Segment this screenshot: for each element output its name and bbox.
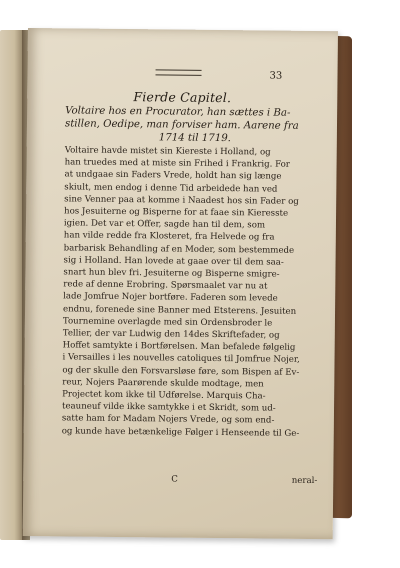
page-footer	[61, 473, 317, 488]
text-line: igien. Det var et Offer, sagde han til dem, som	[63, 218, 266, 231]
body-text	[62, 144, 321, 440]
text-line: rede af denne Erobring. Spørsmaalet var nu at	[63, 279, 268, 292]
text-line: barbarisk Behandling af en Moder, som bestemmede	[63, 243, 295, 256]
summary-line: 1714 til 1719.	[158, 132, 232, 145]
signature-mark: C	[171, 474, 178, 485]
text-line: snart hun blev fri. Jesuiterne og Bisperne smigre-	[63, 267, 280, 280]
text-line: og der skulle den Forsvarsløse føre, som Bispen af Ev-	[62, 365, 300, 378]
text-line: endnu, forenede sine Banner med Etsterens. Jesuiten	[63, 304, 297, 317]
chapter-title: Fierde Capitel.	[133, 89, 232, 106]
text-line: hos Jesuiterne og Bisperne for at faae sin Kieresste	[64, 206, 289, 219]
text-line: at undgaae sin Faders Vrede, holdt han sig længe	[64, 169, 282, 183]
text-line: satte ham for Madam Nojers Vrede, og som end-	[61, 413, 275, 427]
text-line: lade Jomfrue Nojer bortføre. Faderen som levede	[63, 291, 278, 305]
text-line: reur, Nojers Paarørende skulde modtage, men	[62, 377, 264, 390]
text-line: sine Venner paa at komme i Naadest hos sin Fader og	[64, 194, 299, 207]
summary-line: stillen, Oedipe, man forviser ham. Aarene fra	[64, 118, 299, 132]
catchword: neral-	[291, 475, 318, 487]
text-line: han vilde redde fra Klosteret, fra Helvede og fra	[63, 230, 275, 244]
book-page	[23, 28, 338, 539]
text-line: Voltaire havde mistet sin Kiereste i Holland, og	[64, 145, 271, 158]
text-line: i Versailles i les nouvelles catoliques til Jomfrue Nojer,	[62, 352, 300, 366]
text-line: og kunde have betænkelige Følger i Henseende til Ge-	[61, 426, 300, 439]
text-line: Tournemine overlagde med sin Ordensbroder le	[62, 316, 273, 329]
text-line: han truedes med at miste sin Frihed i Frankrig. For	[64, 157, 290, 170]
chapter-summary	[65, 104, 325, 146]
summary-line: Voltaire hos en Procurator, han sættes i Ba-	[65, 105, 291, 119]
headband-ornament	[156, 69, 202, 75]
left-page-edge	[0, 30, 24, 540]
page-number: 33	[269, 70, 283, 82]
text-line: Projectet kom ikke til Udførelse. Marquis Cha-	[62, 389, 266, 402]
text-line: sig i Holland. Han lovede at gaae over til dem saa-	[63, 255, 284, 268]
text-line: Hoffet samtykte i Bortførelsen. Man befalede følgelig	[62, 340, 296, 354]
text-line: skiult, men endog i denne Tid arbeidede han ved	[64, 181, 278, 195]
text-line: Tellier, der var Ludwig den 14des Skriftefader, og	[62, 328, 280, 341]
text-line: teauneuf vilde ikke samtykke i et Skridt, som ud-	[61, 401, 276, 414]
